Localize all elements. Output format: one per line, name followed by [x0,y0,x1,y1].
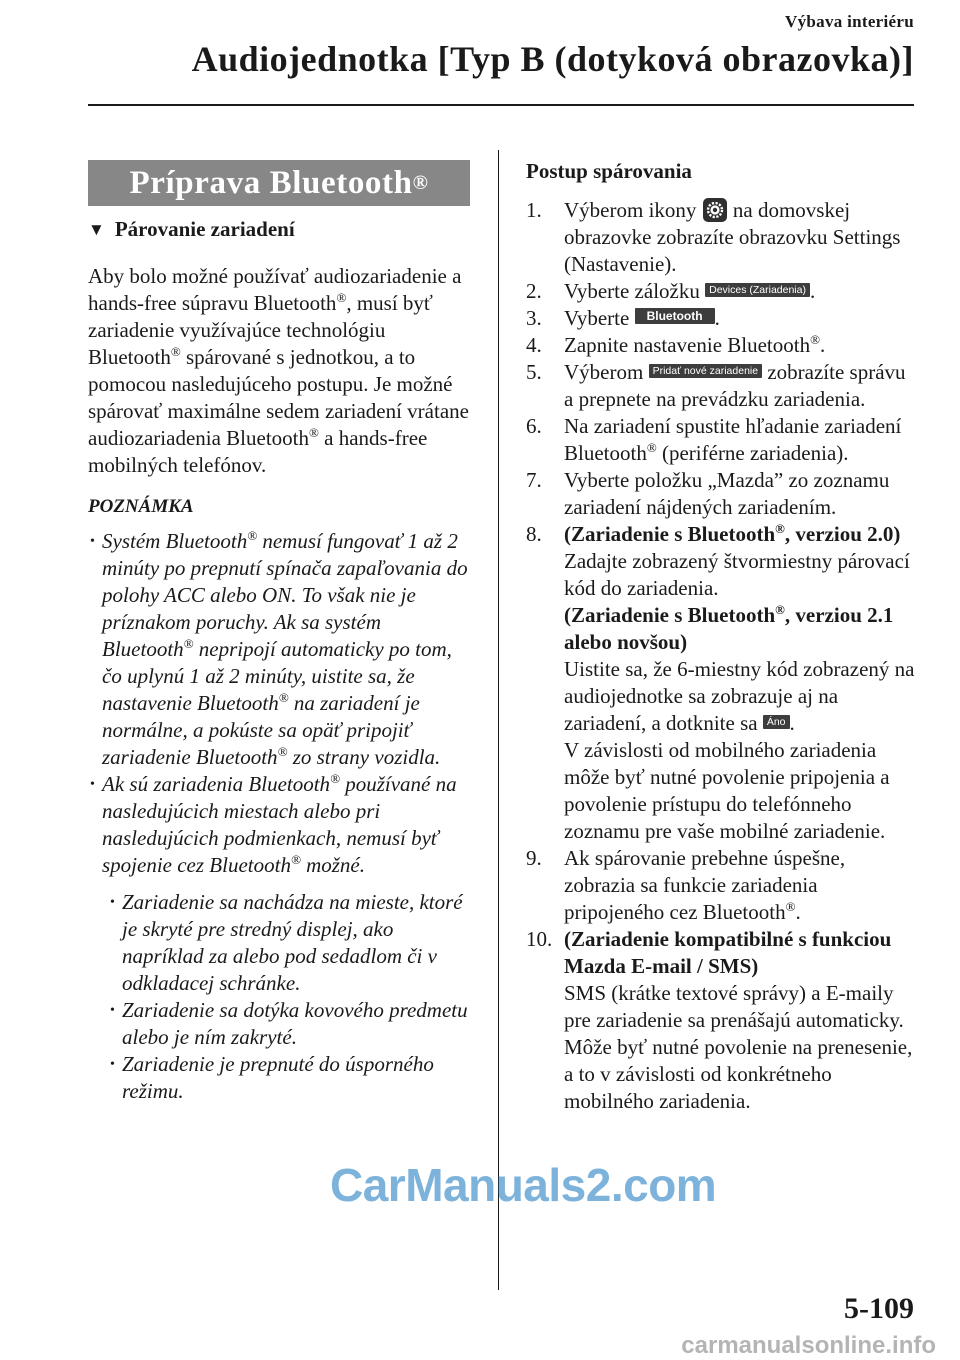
settings-gear-icon [702,197,728,223]
devices-tab-button: Devices (Zariadenia) [705,283,810,297]
bluetooth-button: Bluetooth [635,308,715,324]
steps-list [526,197,918,1115]
step-item: 7. Vyberte položku „Mazda” zo zoznamu zariadení nájdených zariadením. [526,468,890,519]
sub-bullet: • Zariadenie sa dotýka kovového predmetu alebo je ním zakryté. [88,997,470,1051]
banner-title: Príprava Bluetooth [129,164,413,201]
page-number: 5-109 [844,1292,914,1325]
right-column [526,158,918,1115]
step-item: 1. Výberom ikony na domovskej obrazovke zobrazíte obrazovku Settings (Nastavenie). [526,198,901,276]
subsection-title: Párovanie zariadení [114,217,295,241]
subsection-heading [88,216,470,243]
section-banner: Príprava Bluetooth ® [88,160,470,206]
page-title: Audiojednotka [Typ B (dotyková obrazovka)] [191,39,914,79]
step-item: 8. (Zariadenie s Bluetooth®, verziou 2.0) Zadajte zobrazený štvormiestny párovací kód do zariadenia. (Zariadenie s Bluetooth®, verziou 2.1 alebo novšou) Uistite sa, že 6-miestny kód zobrazený na audiojednotke sa zobrazuje aj na zariadení, a dotknite sa Áno . V závislosti od mobilného zariadenia môže byť nutné povolenie pripojenia a povolenie prístupu do telefónneho zoznamu pre vaše mobilné zariadenie. [526,521,915,843]
header-rule [88,104,914,106]
sub-bullet: • Zariadenie je prepnuté do úsporného režimu. [88,1051,470,1105]
watermark-logo: CarManuals2.com [330,1159,717,1211]
step-item: 9. Ak spárovanie prebehne úspešne, zobrazia sa funkcie zariadenia pripojeného cez Bluetooth®. [526,846,846,924]
step-item: 10. (Zariadenie kompatibilné s funkciou Mazda E-mail / SMS) SMS (krátke textové správy) a E-maily pre zariadenie sa prenášajú automaticky. Môže byť nutné povolenie na prenesenie, a to v závislosti od konkrétneho mobilného zariadenia. [526,927,913,1113]
triangle-marker-icon: ▼ [88,220,105,239]
yes-button: Áno [763,715,790,729]
footer-watermark: carmanualsonline.info [681,1332,936,1359]
sub-bullet: • Zariadenie sa nachádza na mieste, ktoré je skryté pre stredný displej, ako napríklad za alebo pod sedadlom či v odkladacej schránke. [88,889,470,997]
step-item: 6. Na zariadení spustite hľadanie zariadení Bluetooth® (periférne zariadenia). [526,414,902,465]
section-header: Výbava interiéru [785,12,914,31]
add-device-button: Pridať nové zariadenie [649,364,763,378]
step-item: 3. Vyberte Bluetooth . [526,306,720,330]
step-item: 5. Výberom Pridať nové zariadenie zobrazíte správu a prepnete na prevádzku zariadenia. [526,360,906,411]
note-bullet: • Ak sú zariadenia Bluetooth® používané na nasledujúcich miestach alebo pri nasledujúcich podmienkach, nemusí byť spojenie cez Bluetooth® možné. [88,771,470,879]
note-bullet: • Systém Bluetooth® nemusí fungovať 1 až 2 minúty po prepnutí spínača zapaľovania do polohy ACC alebo ON. To však nie je príznakom poruchy. Ak sa systém Bluetooth® nepripojí automaticky po tom, čo uplynú 1 až 2 minúty, uistite sa, že nastavenie Bluetooth® na zariadení je normálne, a pokúste sa opäť pripojiť zariadenie Bluetooth® zo strany vozidla. [88,528,470,771]
left-column [88,160,470,1105]
procedure-title: Postup spárovania [526,159,692,183]
step-item: 4. Zapnite nastavenie Bluetooth®. [526,332,826,357]
column-divider [498,150,499,1290]
intro-paragraph: Aby bolo možné používať audiozariadenie a hands-free súpravu Bluetooth®, musí byť zariadenie využívajúce technológiu Bluetooth® spárované s jednotkou, a to pomocou nasledujúceho postupu. Je možné spárovať maximálne sedem zariadení vrátane audiozariadenia Bluetooth® a hands-free mobilných telefónov. [88,264,469,477]
step-item: 2. Vyberte záložku Devices (Zariadenia) . [526,279,816,303]
note-heading: POZNÁMKA [88,496,194,517]
